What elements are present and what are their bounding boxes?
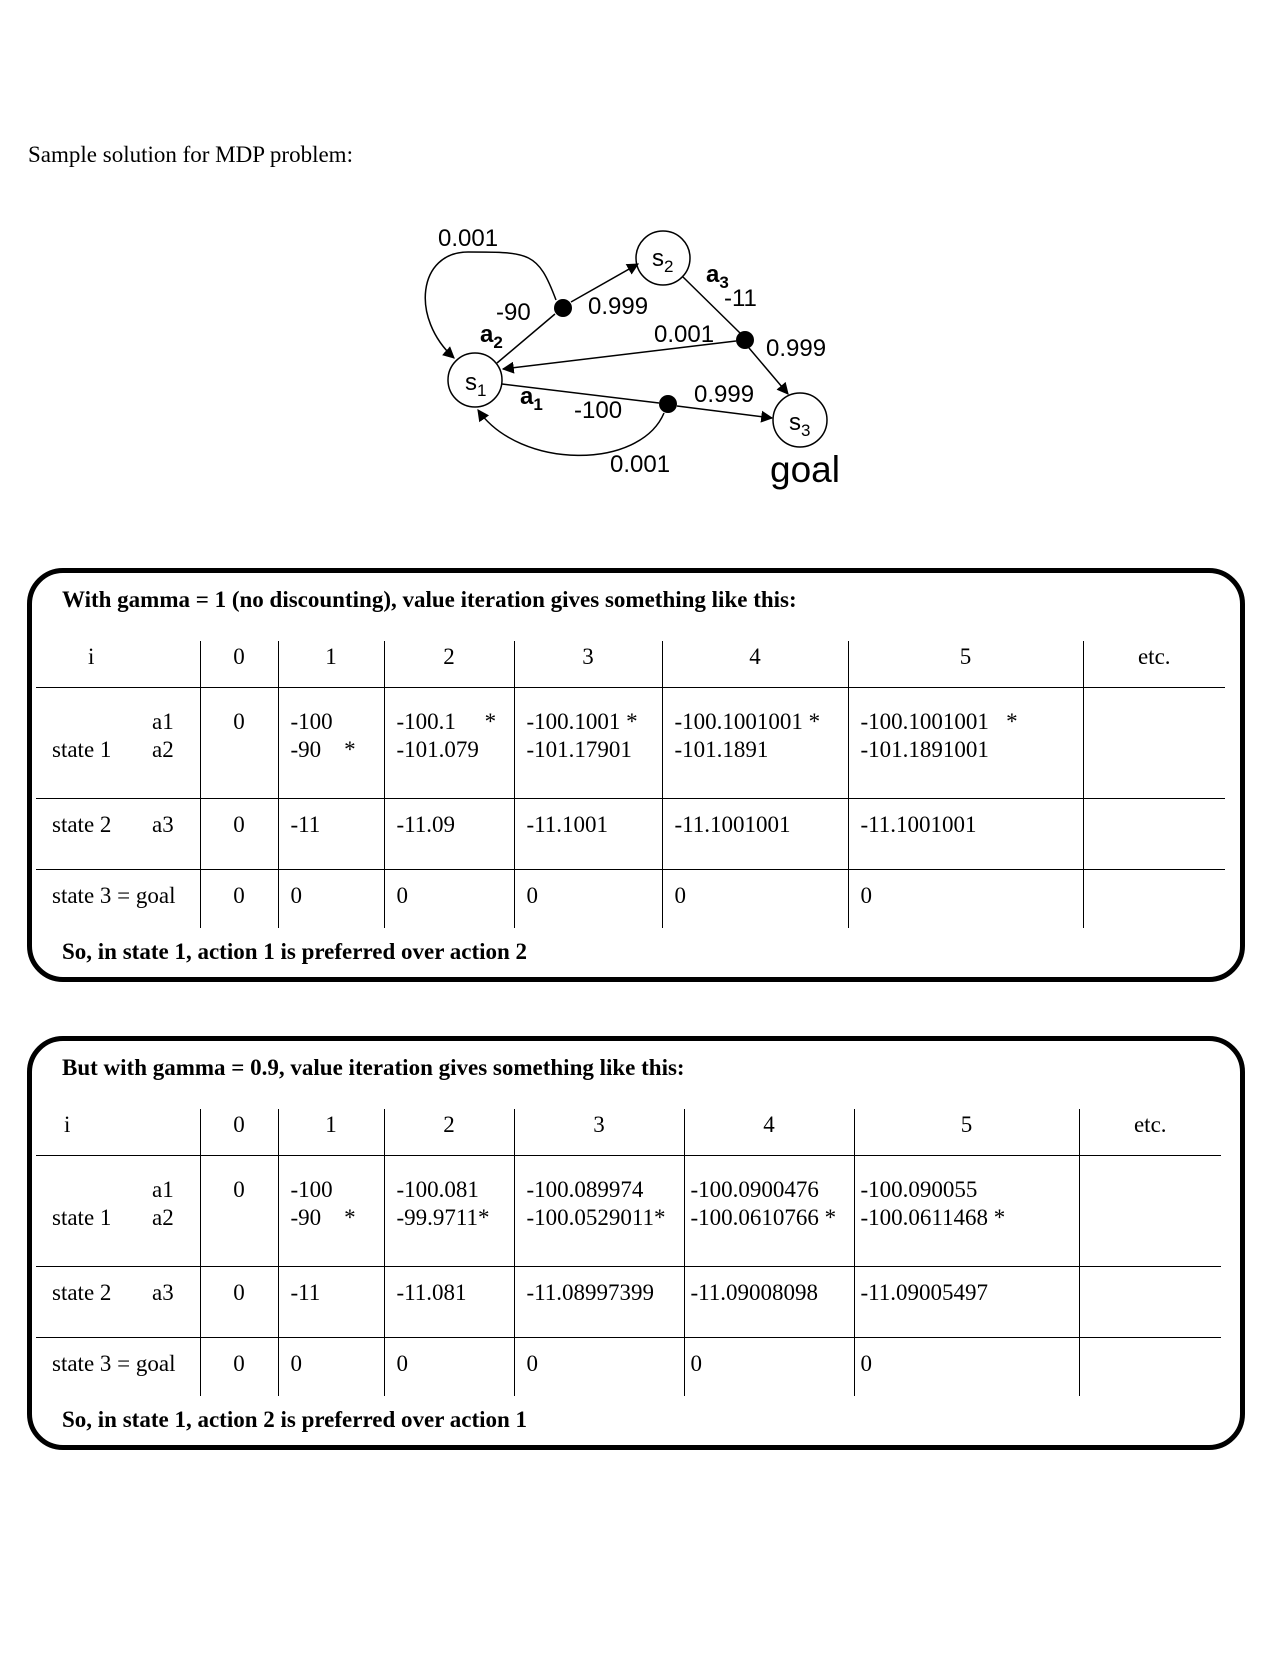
chance-node-a1: [659, 395, 677, 413]
value-cell: 0: [278, 870, 384, 929]
value-cell: 0: [514, 1338, 684, 1397]
value-cell: 0: [848, 870, 1083, 929]
mdp-diagram: [0, 0, 1280, 520]
column-header: 3: [514, 641, 662, 688]
value-cell: -100.089974 -100.0529011*: [514, 1156, 684, 1267]
action-a1-label: $a_1$: [520, 383, 543, 414]
value-cell: -11.09: [384, 799, 514, 870]
table-row: [36, 1267, 1221, 1338]
action-a2-label: $a_2$: [480, 321, 503, 352]
value-cell: -11.09008098: [684, 1267, 854, 1338]
column-header: 5: [854, 1109, 1079, 1156]
row-label: state 2 a3: [52, 812, 174, 837]
value-cell: -11.09005497: [854, 1267, 1079, 1338]
column-header: i: [64, 1112, 71, 1137]
value-cell: [1083, 870, 1225, 929]
value-cell: -100 -90 *: [278, 688, 384, 799]
panel-conclusion: So, in state 1, action 2 is preferred over action 1: [62, 1407, 528, 1432]
reward-a2: -90: [496, 299, 531, 326]
value-cell: -11.1001001: [848, 799, 1083, 870]
gamma-0.9-panel: [27, 1036, 1245, 1450]
column-header: 2: [384, 1109, 514, 1156]
column-header: 5: [848, 641, 1083, 688]
column-header: etc.: [1079, 1109, 1221, 1156]
table-row: [36, 1338, 1221, 1397]
value-cell: 0: [384, 1338, 514, 1397]
panel-heading: But with gamma = 0.9, value iteration gives something like this:: [62, 1055, 685, 1080]
value-cell: -100.1001001 * -101.1891001: [848, 688, 1083, 799]
panel-heading: With gamma = 1 (no discounting), value iteration gives something like this:: [62, 587, 797, 612]
value-cell: 0: [662, 870, 848, 929]
chance-node-a2: [554, 299, 572, 317]
edge-a1-loop: [478, 410, 664, 455]
column-header: 2: [384, 641, 514, 688]
prob-a3-to-s1: 0.001: [654, 321, 715, 348]
value-cell: -11.1001001: [662, 799, 848, 870]
reward-a3: -11: [724, 285, 757, 312]
value-cell: 0: [200, 799, 278, 870]
chance-node-a3: [736, 331, 754, 349]
prob-a1-to-s3: 0.999: [694, 381, 755, 408]
value-cell: 0: [278, 1338, 384, 1397]
value-cell: 0: [854, 1338, 1079, 1397]
value-cell: -100 -90 *: [278, 1156, 384, 1267]
gamma-1-panel: [27, 568, 1245, 982]
column-header: 0: [200, 1109, 278, 1156]
state-s1-label: $s_1$: [465, 369, 487, 400]
value-cell: -11: [278, 799, 384, 870]
value-table: [36, 1109, 1221, 1396]
intro-text: Sample solution for MDP problem:: [28, 142, 353, 167]
value-cell: -100.1 * -101.079: [384, 688, 514, 799]
value-cell: -100.0900476 -100.0610766 *: [684, 1156, 854, 1267]
row-label: state 1 a1 a2: [52, 709, 174, 762]
column-header: 0: [200, 641, 278, 688]
prob-a3-to-s3: 0.999: [766, 335, 827, 362]
row-label: state 1 a1 a2: [52, 1177, 174, 1230]
column-header: i: [88, 644, 95, 669]
goal-label: goal: [770, 449, 840, 490]
value-cell: -11.1001: [514, 799, 662, 870]
prob-a2-loop: 0.001: [438, 225, 499, 252]
value-cell: 0: [514, 870, 662, 929]
table-row: [36, 870, 1225, 929]
prob-a2-to-s2: 0.999: [588, 293, 649, 320]
value-cell: [1083, 688, 1225, 799]
value-cell: 0: [200, 1338, 278, 1397]
value-cell: 0: [200, 688, 278, 799]
header-row: [36, 641, 1225, 688]
value-cell: [1079, 1338, 1221, 1397]
value-cell: [1079, 1267, 1221, 1338]
value-cell: [1079, 1156, 1221, 1267]
panel-conclusion: So, in state 1, action 1 is preferred over action 2: [62, 939, 528, 964]
action-a3-label: $a_3$: [706, 261, 729, 292]
table-row: [36, 688, 1225, 799]
value-cell: [1083, 799, 1225, 870]
value-cell: 0: [200, 1156, 278, 1267]
state-s3-label: $s_3$: [789, 409, 811, 440]
value-cell: -100.081 -99.9711*: [384, 1156, 514, 1267]
column-header: 4: [684, 1109, 854, 1156]
value-cell: 0: [684, 1338, 854, 1397]
value-cell: 0: [384, 870, 514, 929]
header-row: [36, 1109, 1221, 1156]
value-cell: -100.090055 -100.0611468 *: [854, 1156, 1079, 1267]
value-cell: 0: [200, 870, 278, 929]
state-s2-label: $s_2$: [652, 245, 674, 276]
column-header: 1: [278, 1109, 384, 1156]
table-row: [36, 799, 1225, 870]
value-cell: -100.1001 * -101.17901: [514, 688, 662, 799]
column-header: 4: [662, 641, 848, 688]
row-label: state 2 a3: [52, 1280, 174, 1305]
reward-a1: -100: [574, 397, 623, 424]
column-header: etc.: [1083, 641, 1225, 688]
value-table: [36, 641, 1225, 928]
column-header: 1: [278, 641, 384, 688]
prob-a1-loop: 0.001: [610, 451, 671, 478]
row-label: state 3 = goal: [52, 1351, 176, 1376]
value-cell: -100.1001001 * -101.1891: [662, 688, 848, 799]
value-cell: -11.08997399: [514, 1267, 684, 1338]
column-header: 3: [514, 1109, 684, 1156]
row-label: state 3 = goal: [52, 883, 176, 908]
table-row: [36, 1156, 1221, 1267]
value-cell: -11.081: [384, 1267, 514, 1338]
value-cell: 0: [200, 1267, 278, 1338]
value-cell: -11: [278, 1267, 384, 1338]
